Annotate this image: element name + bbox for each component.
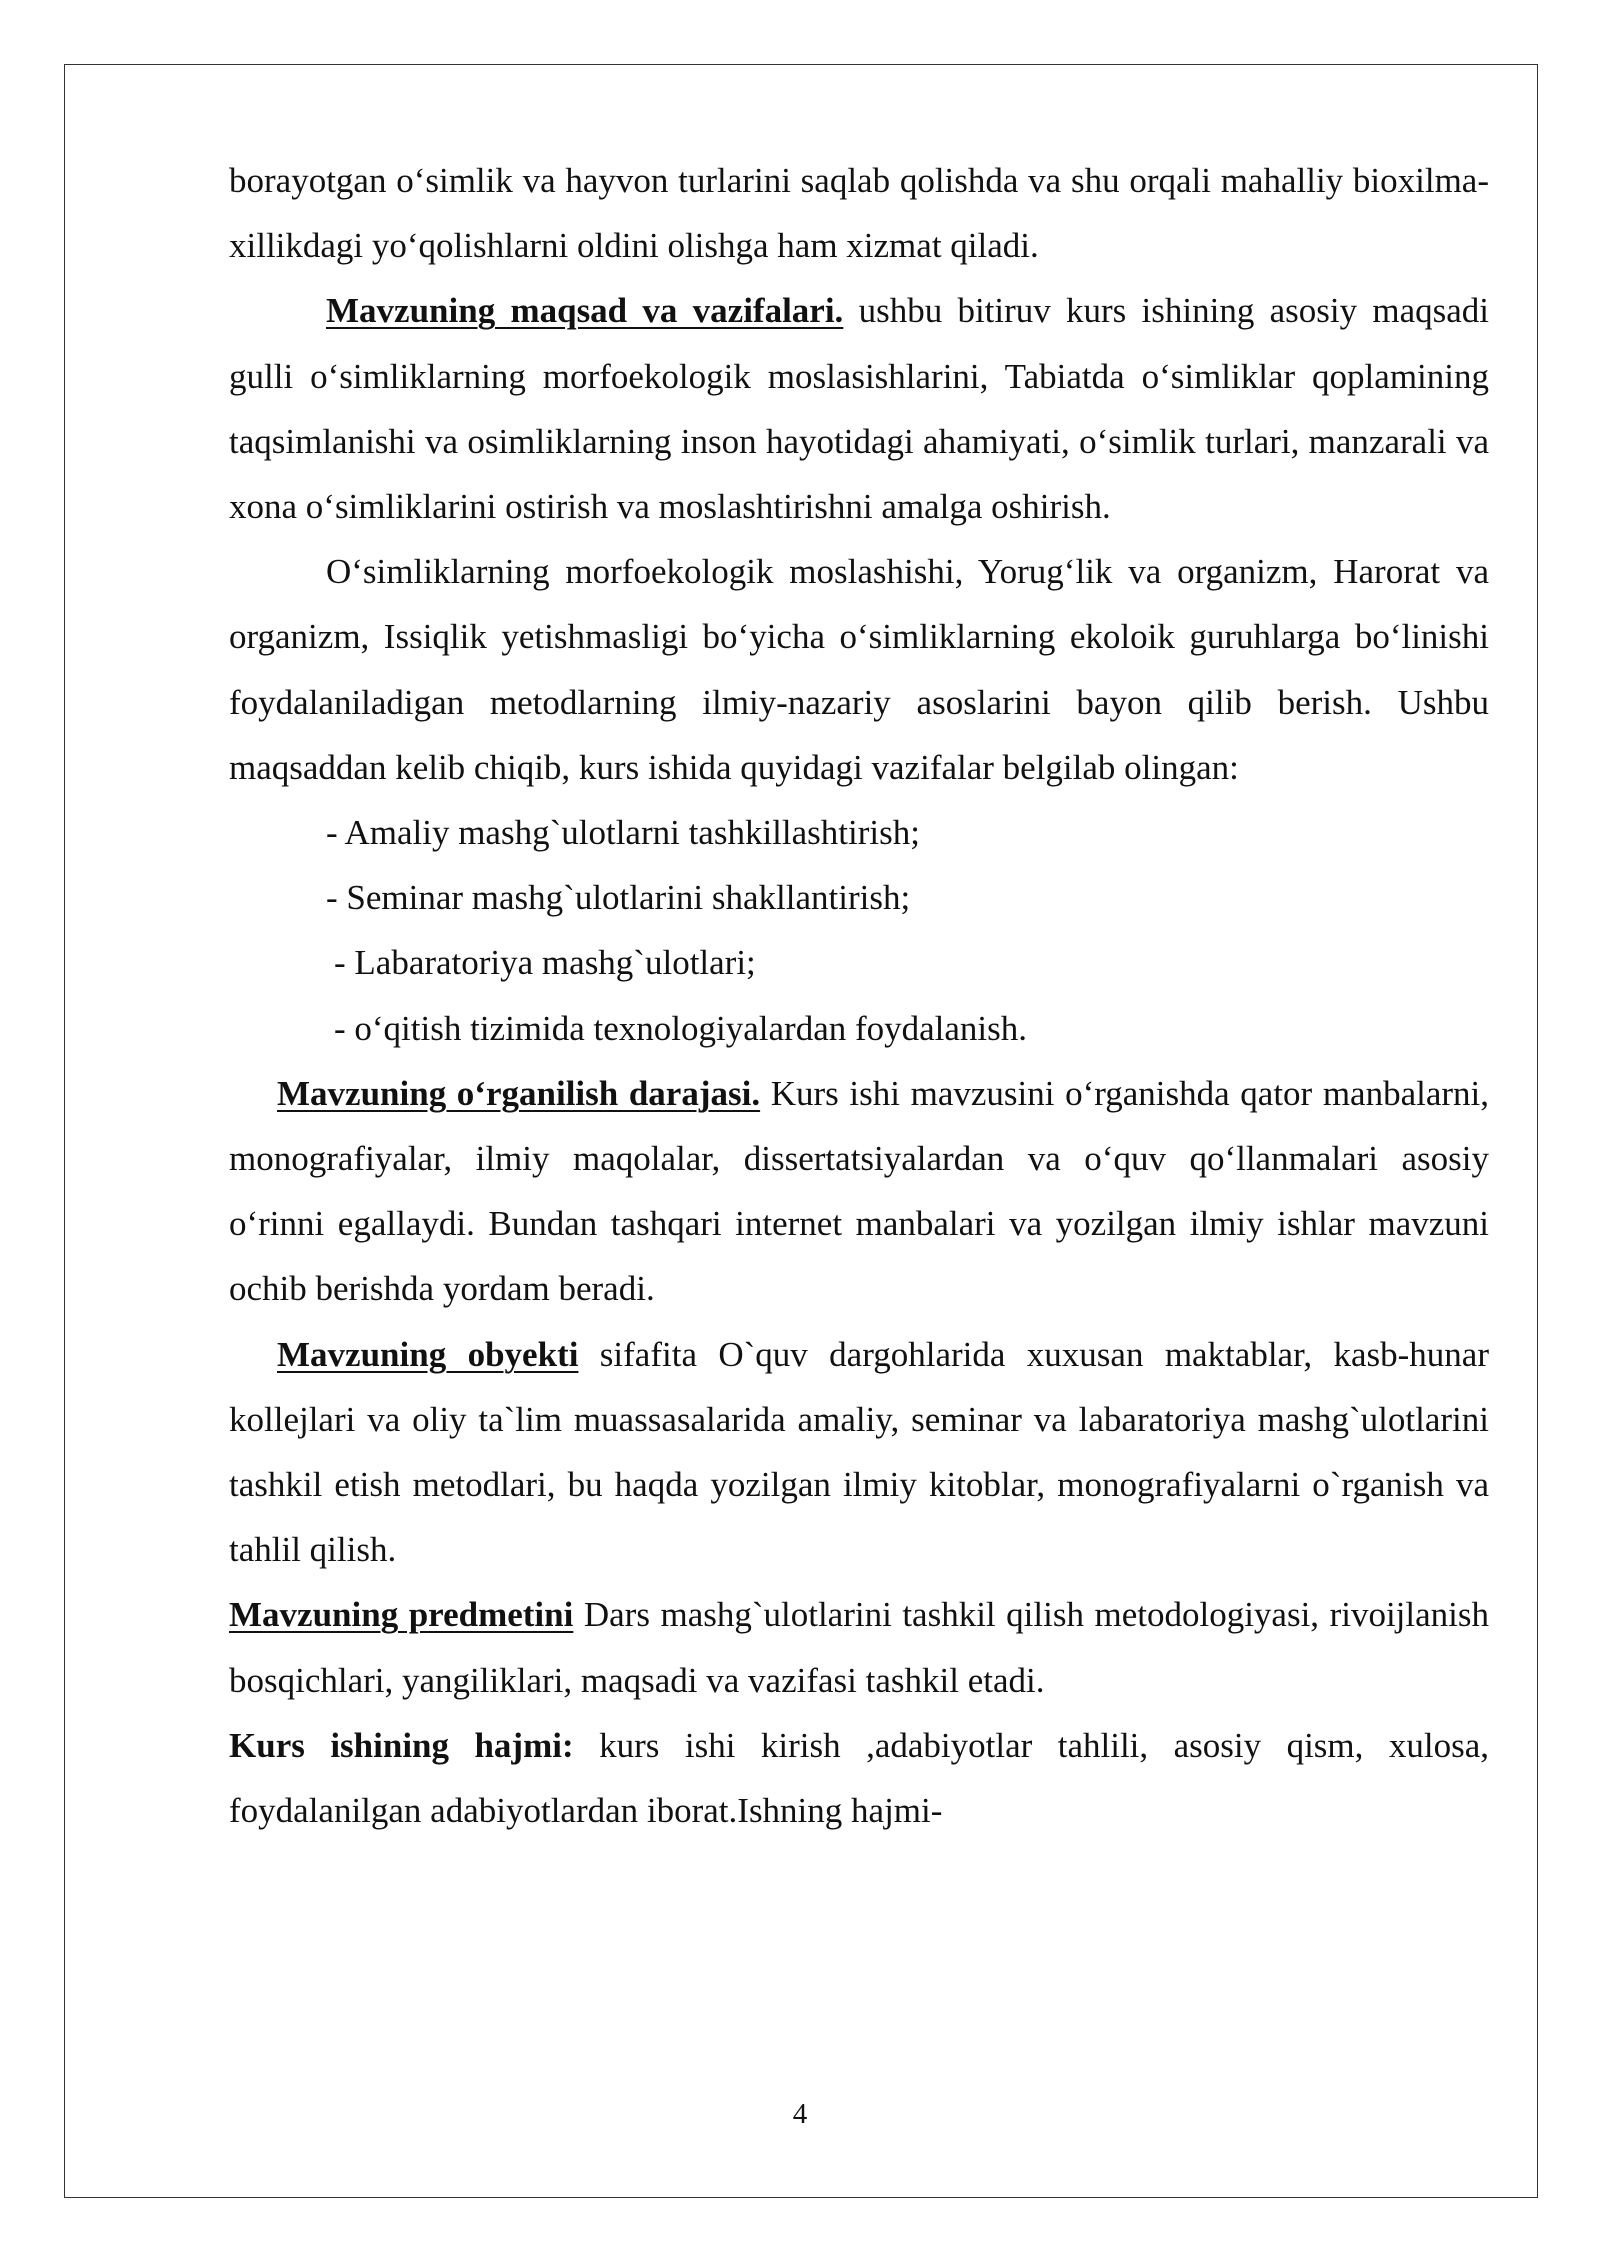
list-item: - o‘qitish tizimida texnologiyalardan foydalanish. <box>334 1008 1028 1048</box>
paragraph-1: borayotgan o‘simlik va hayvon turlarini saqlab qolishda va shu orqali mahalliy bioxilma-xillikdagi yo‘qolishlarni oldini olishga ham xizmat qiladi. <box>229 161 1489 266</box>
paragraph-volume <box>229 1713 1489 1843</box>
paragraph-study-level <box>229 1061 1489 1322</box>
heading-volume: Kurs ishining hajmi: <box>229 1725 574 1765</box>
heading-object: Mavzuning obyekti <box>277 1334 579 1374</box>
study-level-text: Kurs ishi mavzusini o‘rganishda qator manbalarni, monografiyalar, ilmiy maqolalar, dissertatsiyalardan va o‘quv qo‘llanmalari asosiy o‘rinni egallaydi. Bundan tashqari internet manbalari va yozilgan ilmiy ishlar mavzuni ochib berishda yordam beradi. <box>229 1073 1490 1309</box>
subject-text: Dars mashg`ulotlarini tashkil qilish metodologiyasi, rivoijlanish bosqichlari, yangiliklari, maqsadi va vazifasi tashkil etadi. <box>229 1595 1489 1700</box>
paragraph-subject <box>229 1582 1489 1712</box>
page-number: 4 <box>792 2098 808 2130</box>
heading-subject: Mavzuning predmetini <box>229 1595 574 1635</box>
list-item: - Amaliy mashg`ulotlarni tashkillashtirish; <box>326 813 920 853</box>
paragraph-goals <box>229 278 1489 539</box>
goals-text: ushbu bitiruv kurs ishining asosiy maqsadi gulli o‘simliklarning morfoekologik moslasishlarini, Tabiatda o‘simliklar qoplamining taqsimlanishi va osimliklarning inson hayotidagi ahamiyati, o‘simlik turlari, manzarali va xona o‘simliklarini ostirish va moslashtirishni amalga oshirish. <box>229 291 1489 527</box>
list-item: - Labaratoriya mashg`ulotlari; <box>334 943 756 983</box>
list-item: - Seminar mashg`ulotlarini shakllantirish; <box>326 878 911 918</box>
heading-goals: Mavzuning maqsad va vazifalari. <box>326 291 844 331</box>
paragraph-3: O‘simliklarning morfoekologik moslashishi, Yorug‘lik va organizm, Harorat va organizm, Issiqlik yetishmasligi bo‘yicha o‘simliklarning ekoloik guruhlarga bo‘linishi foydalaniladigan metodlarning ilmiy-nazariy asoslarini bayon qilib berish. Ushbu maqsaddan kelib chiqib, kurs ishida quyidagi vazifalar belgilab olingan: <box>229 552 1489 787</box>
object-text: sifafita O`quv dargohlarida xuxusan maktablar, kasb-hunar kollejlari va oliy ta`lim muassasalarida amaliy, seminar va labaratoriya mashg`ulotlarini tashkil etish metodlari, bu haqda yozilgan ilmiy kitoblar, monografiyalarni o`rganish va tahlil qilish. <box>229 1334 1489 1570</box>
paragraph-object <box>229 1322 1489 1583</box>
document-body <box>229 148 1489 1843</box>
heading-study-level: Mavzuning o‘rganilish darajasi. <box>277 1073 761 1113</box>
volume-text: kurs ishi kirish ,adabiyotlar tahlili, asosiy qism, xulosa, foydalanilgan adabiyotlardan iborat.Ishning hajmi- <box>229 1725 1489 1831</box>
